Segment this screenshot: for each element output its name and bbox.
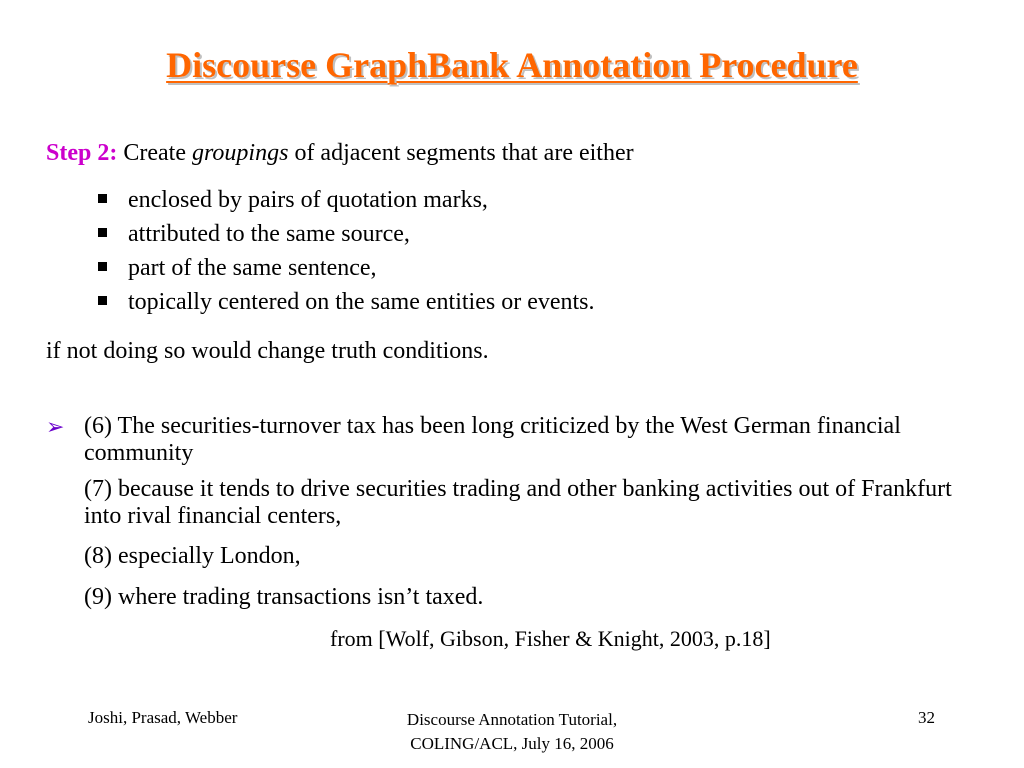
bullet-text: part of the same sentence,: [128, 255, 377, 281]
bullet-item: [98, 255, 377, 282]
footer-venue-line1: Discourse Annotation Tutorial,: [406, 710, 618, 729]
example-6: (6) The securities-turnover tax has been long criticized by the West German financial community: [84, 413, 901, 466]
step-line: [46, 140, 634, 167]
bullet-item: [98, 289, 595, 316]
step-emphasis: groupings: [191, 140, 289, 166]
step-text-after: of adjacent segments that are either: [294, 140, 634, 166]
arrow-bullet-icon: ➢: [46, 415, 65, 440]
footer-page-number: 32: [918, 708, 935, 727]
square-bullet-icon: [98, 296, 107, 305]
square-bullet-icon: [98, 228, 107, 237]
bullet-text: enclosed by pairs of quotation marks,: [128, 187, 488, 213]
bullet-text: topically centered on the same entities or events.: [128, 289, 595, 315]
square-bullet-icon: [98, 262, 107, 271]
example-7: (7) because it tends to drive securities trading and other banking activities out of Frankfurt into rival financial centers,: [84, 476, 952, 529]
step-label: Step 2:: [46, 140, 118, 166]
step-text-before: Create: [123, 140, 186, 166]
slide-title: Discourse GraphBank Annotation Procedure: [166, 45, 858, 85]
example-8: (8) especially London,: [84, 543, 301, 569]
bullet-item: [98, 187, 488, 214]
footer-venue: [0, 708, 1024, 756]
footer-authors: Joshi, Prasad, Webber: [88, 708, 238, 727]
square-bullet-icon: [98, 194, 107, 203]
citation-source: from [Wolf, Gibson, Fisher & Knight, 2003, p.18]: [330, 626, 771, 651]
footer-venue-line2: COLING/ACL, July 16, 2006: [410, 734, 614, 753]
bullet-text: attributed to the same source,: [128, 221, 410, 247]
condition-text: if not doing so would change truth conditions.: [46, 338, 489, 364]
bullet-item: [98, 221, 410, 248]
example-9: (9) where trading transactions isn’t taxed.: [84, 584, 484, 610]
